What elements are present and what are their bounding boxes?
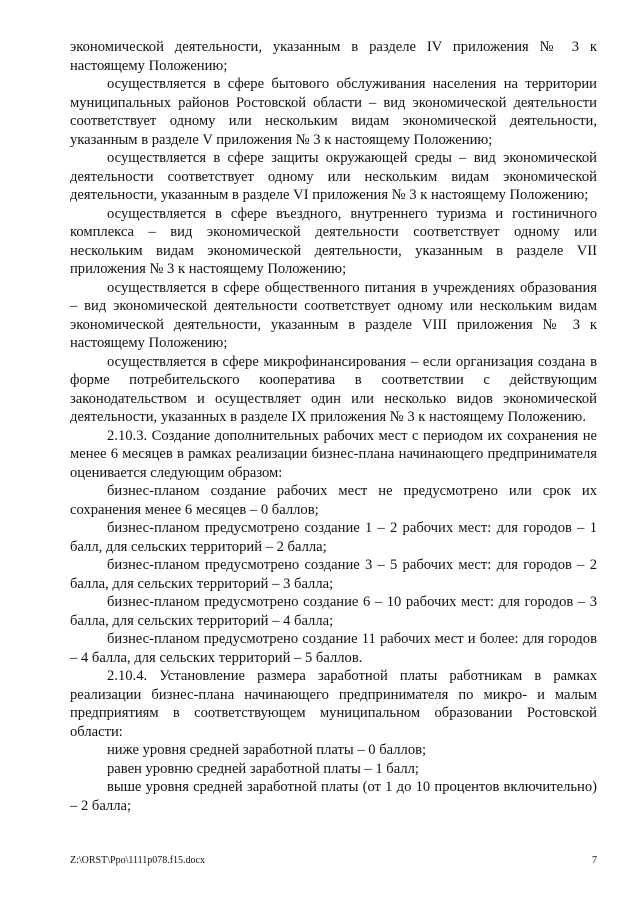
paragraph-section-2-10-3: 2.10.3. Создание дополнительных рабочих мест с периодом их сохранения не менее 6 месяцев в рамках реализации бизнес-плана начинающего предпринимателя оценивается следующим образом:: [70, 427, 597, 481]
page-number: 7: [592, 855, 597, 866]
paragraph-catering: осуществляется в сфере общественного питания в учреждениях образования – вид экономической деятельности соответствует одному или нескольким видам экономической деятельности, указанным в разделе VIII приложения № 3 к настоящему Положению;: [70, 279, 597, 351]
paragraph-continuation: экономической деятельности, указанным в разделе IV приложения № 3 к настоящему Положению;: [70, 39, 597, 74]
paragraph-environment: осуществляется в сфере защиты окружающей среды – вид экономической деятельности соответствует одному или нескольким видам экономической деятельности, указанным в разделе VI приложения № 3 к настоящему Положению;: [70, 150, 597, 203]
paragraph-microfinance: осуществляется в сфере микрофинансирования – если организация создана в форме потребительского кооператива в соответствии с действующим законодательством и осуществляет один или несколько видов экономической деятельности, указанных в разделе IX приложения № 3 к настоящему Положению.: [70, 353, 597, 425]
paragraph-jobs-6-10: бизнес-планом предусмотрено создание 6 – 10 рабочих мест: для городов – 3 балла, для сельских территорий – 4 балла;: [70, 594, 597, 629]
paragraph-salary-above: выше уровня средней заработной платы (от 1 до 10 процентов включительно) – 2 балла;: [70, 779, 597, 814]
footer-file-path: Z:\ORST\Ppo\1111p078.f15.docx: [70, 855, 205, 866]
paragraph-section-2-10-4: 2.10.4. Установление размера заработной платы работникам в рамках реализации бизнес-плана начинающего предпринимателя по микро- и малым предприятиям в соответствующем муниципальном образовании Ростовской области:: [70, 668, 597, 740]
paragraph-no-jobs: бизнес-планом создание рабочих мест не предусмотрено или срок их сохранения менее 6 месяцев – 0 баллов;: [70, 483, 597, 518]
paragraph-jobs-3-5: бизнес-планом предусмотрено создание 3 – 5 рабочих мест: для городов – 2 балла, для сельских территорий – 3 балла;: [70, 557, 597, 592]
paragraph-salary-equal: равен уровню средней заработной платы – 1 балл;: [107, 760, 419, 777]
paragraph-jobs-1-2: бизнес-планом предусмотрено создание 1 – 2 рабочих мест: для городов – 1 балл, для сельских территорий – 2 балла;: [70, 520, 597, 555]
paragraph-salary-below: ниже уровня средней заработной платы – 0 баллов;: [107, 742, 427, 758]
document-body: [70, 38, 597, 815]
paragraph-tourism: осуществляется в сфере въездного, внутреннего туризма и гостиничного комплекса – вид экономической деятельности соответствует одному или нескольким видам экономической деятельности, указанным в разделе VII приложения № 3 к настоящему Положению;: [70, 205, 597, 277]
paragraph-jobs-11-plus: бизнес-планом предусмотрено создание 11 рабочих мест и более: для городов – 4 балла, для сельских территорий – 5 баллов.: [70, 631, 597, 666]
paragraph-household-services: осуществляется в сфере бытового обслуживания населения на территории муниципальных районов Ростовской области – вид экономической деятельности соответствует одному или нескольким видам экономической деятельности, указанным в разделе V приложения № 3 к настоящему Положению;: [70, 76, 597, 148]
page-footer: [70, 855, 597, 866]
